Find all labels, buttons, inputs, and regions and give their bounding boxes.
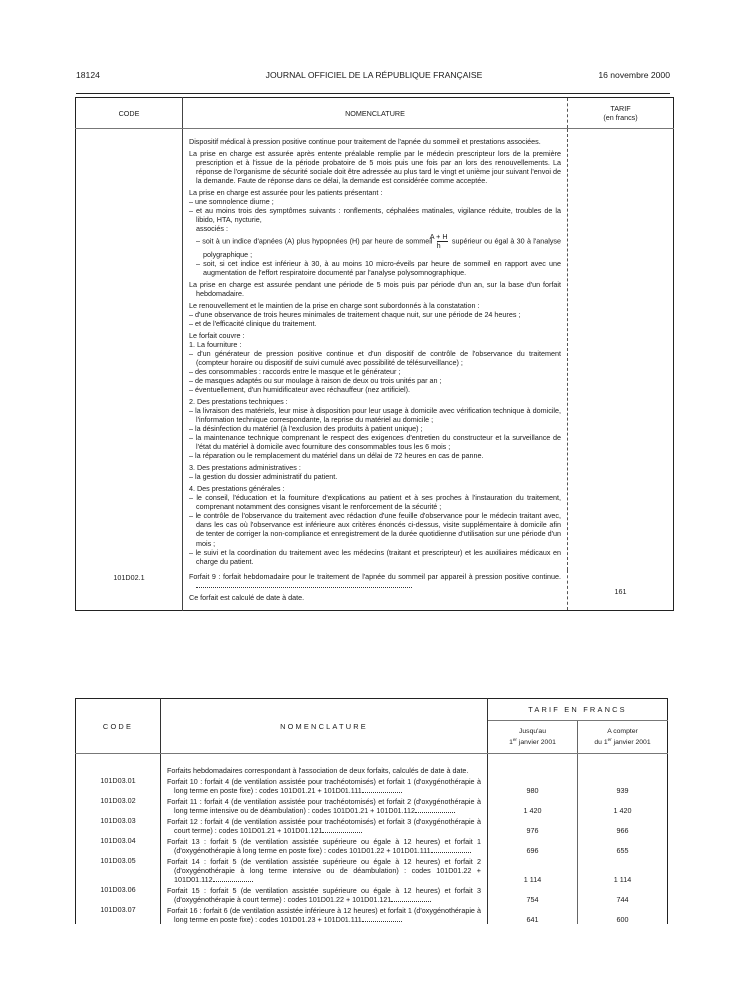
list-item: – la livraison des matériels, leur mise à disposition pour leur usage à domicile avec vérification technique à domicile, l'information technique correspondante, la reprise du matériel au domicile ; — [189, 406, 561, 425]
section-heading: 3. Des prestations administratives : — [189, 463, 301, 473]
fraction — [429, 232, 448, 251]
tarif-label: TARIF — [610, 104, 631, 113]
column-header-from-2001 — [578, 721, 668, 754]
tarif-until-2001: 976 — [488, 815, 578, 835]
text: Forfait 9 : forfait hebdomadaire pour le traitement de l'apnée du sommeil par appareil à pression positive continue. — [189, 571, 561, 581]
list-item: – éventuellement, d'un humidificateur avec réchauffeur (nez artificiel). — [189, 385, 410, 395]
table-header-row — [76, 699, 668, 721]
text: janvier 2001 — [516, 738, 556, 746]
list-item — [189, 233, 561, 259]
column-header-until-2001 — [488, 721, 578, 754]
tarif-until-2001: 641 — [488, 904, 578, 924]
paragraph: La prise en charge est assurée pour les patients présentant : — [189, 187, 383, 197]
header-line: Jusqu'au — [519, 727, 546, 735]
column-header-code: CODE — [76, 98, 183, 129]
column-header-nomenclature: NOMENCLATURE — [161, 699, 488, 754]
column-group-tarif: TARIF EN FRANCS — [488, 699, 668, 721]
list-item: – des consommables : raccords entre le masque et le générateur ; — [189, 367, 401, 377]
tarif-from-2001: 966 — [616, 826, 629, 835]
forfait-text — [189, 572, 561, 590]
code-cell: 101D03.02 — [76, 795, 161, 815]
forfait-note: Ce forfait est calculé de date à date. — [189, 592, 305, 602]
code-cell: 101D03.04 — [76, 835, 161, 855]
table-row — [76, 904, 668, 924]
fraction-denominator: h — [436, 241, 441, 251]
section-heading: 1. La fourniture : — [189, 339, 242, 349]
code-cell: 101D03.07 — [76, 904, 161, 924]
table-row — [76, 815, 668, 835]
nomenclature-cell — [161, 904, 488, 924]
code-cell: 101D03.01 — [76, 775, 161, 795]
list-item: – la gestion du dossier administratif du patient. — [189, 472, 338, 482]
dot-leader — [431, 846, 471, 853]
code-cell: 101D03.03 — [76, 815, 161, 835]
header-line — [578, 736, 667, 747]
list-item: – la réparation ou le remplacement du matériel dans un délai de 72 heures en cas de panne. — [189, 451, 484, 461]
paragraph: Le renouvellement et le maintien de la prise en charge sont subordonnés à la constatation : — [189, 300, 480, 310]
text: Forfait 15 : forfait 5 (de ventilation assistée supérieure ou égale à 12 heures) et forfait 3 (d'oxygénothérapie à court terme) : codes 101D01.22 + 101D01.121 — [167, 886, 481, 904]
text: Forfait 12 : forfait 4 (de ventilation assistée pour trachéotomisés) et forfait 3 (d'oxygénothérapie à court terme) : codes 101D01.21 + 101D01.121 — [167, 817, 481, 835]
header-line: A compter — [607, 727, 638, 735]
tarif-from-2001: 1 420 — [613, 806, 632, 815]
column-header-nomenclature: NOMENCLATURE — [183, 98, 568, 129]
text: – soit à un indice d'apnées (A) plus hypopnées (H) par heure de sommeil — [196, 236, 433, 246]
column-header-tarif — [568, 98, 674, 129]
superscript: er — [607, 736, 612, 742]
text: janvier 2001 — [611, 738, 651, 746]
tarif-until-2001: 696 — [488, 835, 578, 855]
dot-leader — [362, 915, 402, 922]
nomenclature-description — [183, 129, 568, 570]
dot-leader — [213, 875, 253, 882]
tarif-value: 161 — [614, 587, 627, 597]
text: supérieur ou égal à 30 à l'analyse polygraphique ; — [203, 236, 562, 260]
list-item: – d'une observance de trois heures minimales de traitement chaque nuit, sur une période de 24 heures ; — [189, 309, 521, 319]
table-row — [76, 855, 668, 884]
list-item: – la désinfection du matériel (à l'exclusion des produits à patient unique) ; — [189, 424, 423, 434]
text: du 1 — [594, 738, 608, 746]
fraction-numerator: A + H — [429, 232, 448, 242]
list-item: – de masques adaptés ou sur moulage à raison de deux ou trois unités par an ; — [189, 376, 442, 386]
table-header-row — [76, 98, 674, 129]
column-header-code: CODE — [76, 699, 161, 754]
paragraph: La prise en charge est assurée pendant une période de 5 mois puis par période d'un an, sur la base d'un forfait hebdomadaire. — [189, 280, 561, 299]
intro-text: Forfaits hebdomadaires correspondant à l'association de deux forfaits, calculés de date à date. — [161, 754, 488, 776]
dot-leader — [322, 826, 362, 833]
tariff-table-combined-forfaits — [75, 698, 668, 924]
tarif-from-2001: 939 — [616, 786, 629, 795]
tarif-from-2001: 600 — [616, 915, 629, 924]
list-item: – la maintenance technique comprenant le respect des exigences d'entretien du constructeur et la surveillance de l'état du matériel à domicile avec fourniture des consommables tous les 6 mois ; — [189, 433, 561, 452]
text: Forfait 10 : forfait 4 (de ventilation assistée pour trachéotomisés) et forfait 1 (d'oxygénothérapie à long terme en poste fixe) : codes 101D01.21 + 101D01.111 — [167, 777, 481, 795]
table-row — [76, 129, 674, 570]
text: Forfait 14 : forfait 5 (de ventilation assistée supérieure ou égale à 12 heures) et forfait 2 (d'oxygénothérapie à long terme intensive ou de déambulation) : codes 101D01.22 + 101D01.112 — [167, 857, 481, 884]
nomenclature-cell — [161, 775, 488, 795]
dot-leader — [362, 786, 402, 793]
paragraph: La prise en charge est assurée après entente préalable remplie par le médecin prescripteur lors de la première prescription et à l'issue de la période probatoire de 5 mois puis une fois par an lors des renouvellements. La réponse de l'organisme de sécurité sociale doit être adressée au plus tard le vingt et unième jour suivant l'envoi de la demande. Faute de réponse dans ce délai, la demande est considérée comme acceptée. — [189, 148, 561, 185]
superscript: er — [512, 736, 517, 742]
dot-leader — [391, 895, 431, 902]
list-item: – une somnolence diurne ; — [189, 196, 274, 206]
table-row — [76, 795, 668, 815]
list-item: – et de l'efficacité clinique du traitement. — [189, 318, 317, 328]
list-item: – le conseil, l'éducation et la fourniture d'explications au patient et à ses proches à l'instauration du traitement, comprenant notamment des consignes visant le renforcement de la sécurité ; — [189, 493, 561, 512]
header-line — [488, 736, 577, 747]
code-cell-empty — [76, 129, 183, 570]
nomenclature-cell — [161, 884, 488, 904]
paragraph: associés : — [196, 224, 228, 234]
nomenclature-cell — [183, 570, 568, 610]
code-cell: 101D03.05 — [76, 855, 161, 884]
paragraph: Le forfait couvre : — [189, 330, 245, 340]
list-item: – le contrôle de l'observance du traitement avec rédaction d'une feuille d'observance pour le médecin traitant avec, dans les cas où l'observance est inférieure aux critères énoncés ci-dessus, visite supplémentaire à domicile afin de tenter de corriger la non-compliance et enregistrement de la durée quotidienne d'utilisation sur une période d'un mois ; — [189, 511, 561, 548]
dot-leader — [196, 581, 412, 588]
list-item: – le suivi et la coordination du traitement avec les médecins (traitant et prescripteur) et les auxiliaires médicaux en charge du patient. — [189, 547, 561, 566]
code-cell: 101D02.1 — [76, 570, 183, 610]
tarif-from-2001: 655 — [616, 846, 629, 855]
list-item: – d'un générateur de pression positive continue et d'un dispositif de contrôle de l'observance du traitement (compteur horaire ou dispositif de suivi cumulé avec possibilité de télésurveillance) ; — [189, 348, 561, 367]
tarif-until-2001: 980 — [488, 775, 578, 795]
table-row-intro — [76, 754, 668, 776]
text: Forfait 16 : forfait 6 (de ventilation assistée inférieure à 12 heures) et forfait 1 (d'oxygénothérapie à long terme en poste fixe) : codes 101D01.23 + 101D01.111 — [167, 906, 481, 924]
nomenclature-cell — [161, 815, 488, 835]
nomenclature-cell — [161, 795, 488, 815]
journal-title: JOURNAL OFFICIEL DE LA RÉPUBLIQUE FRANÇAISE — [265, 70, 483, 80]
header-rule — [76, 93, 670, 94]
table-row-forfait-9 — [76, 570, 674, 610]
tarif-from-2001: 1 114 — [613, 875, 632, 884]
tarif-from-2001: 744 — [616, 895, 629, 904]
tarif-until-2001: 1 420 — [488, 795, 578, 815]
section-heading: 2. Des prestations techniques : — [189, 396, 288, 406]
nomenclature-cell — [161, 835, 488, 855]
value-cell-empty — [578, 754, 668, 776]
list-item: – soit, si cet indice est inférieur à 30, à au moins 10 micro-éveils par heure de sommeil en rapport avec une augmentation de l'effort respiratoire documenté par l'analyse polysomnographique. — [196, 259, 561, 278]
paragraph: Dispositif médical à pression positive continue pour traitement de l'apnée du sommeil et prestations associées. — [189, 137, 541, 146]
table-row — [76, 775, 668, 795]
code-cell: 101D03.06 — [76, 884, 161, 904]
tariff-table-cpap — [75, 97, 674, 611]
tarif-until-2001: 754 — [488, 884, 578, 904]
value-cell-empty — [488, 754, 578, 776]
text: 1 — [509, 738, 513, 746]
code-cell-empty — [76, 754, 161, 776]
text: Forfait 11 : forfait 4 (de ventilation assistée pour trachéotomisés) et forfait 2 (d'oxygénothérapie à long terme intensive ou de déambulation) : codes 101D01.21 + 101D01.112 — [167, 797, 481, 815]
section-heading: 4. Des prestations générales : — [189, 483, 285, 493]
tarif-cell-empty — [568, 129, 674, 570]
table-row — [76, 835, 668, 855]
publication-date: 16 novembre 2000 — [598, 70, 670, 80]
list-item: – et au moins trois des symptômes suivants : ronflements, céphalées matinales, vigilance réduite, troubles de la libido, HTA, nycturie, — [189, 205, 561, 224]
tarif-until-2001: 1 114 — [488, 855, 578, 884]
table-row — [76, 884, 668, 904]
text: Forfait 13 : forfait 5 (de ventilation assistée supérieure ou égale à 12 heures) et forfait 1 (d'oxygénothérapie à long terme en poste fixe) : codes 101D01.22 + 101D01.111 — [167, 837, 481, 855]
dot-leader — [415, 806, 455, 813]
page-number: 18124 — [76, 70, 100, 80]
nomenclature-cell — [161, 855, 488, 884]
tarif-unit: (en francs) — [603, 113, 638, 122]
